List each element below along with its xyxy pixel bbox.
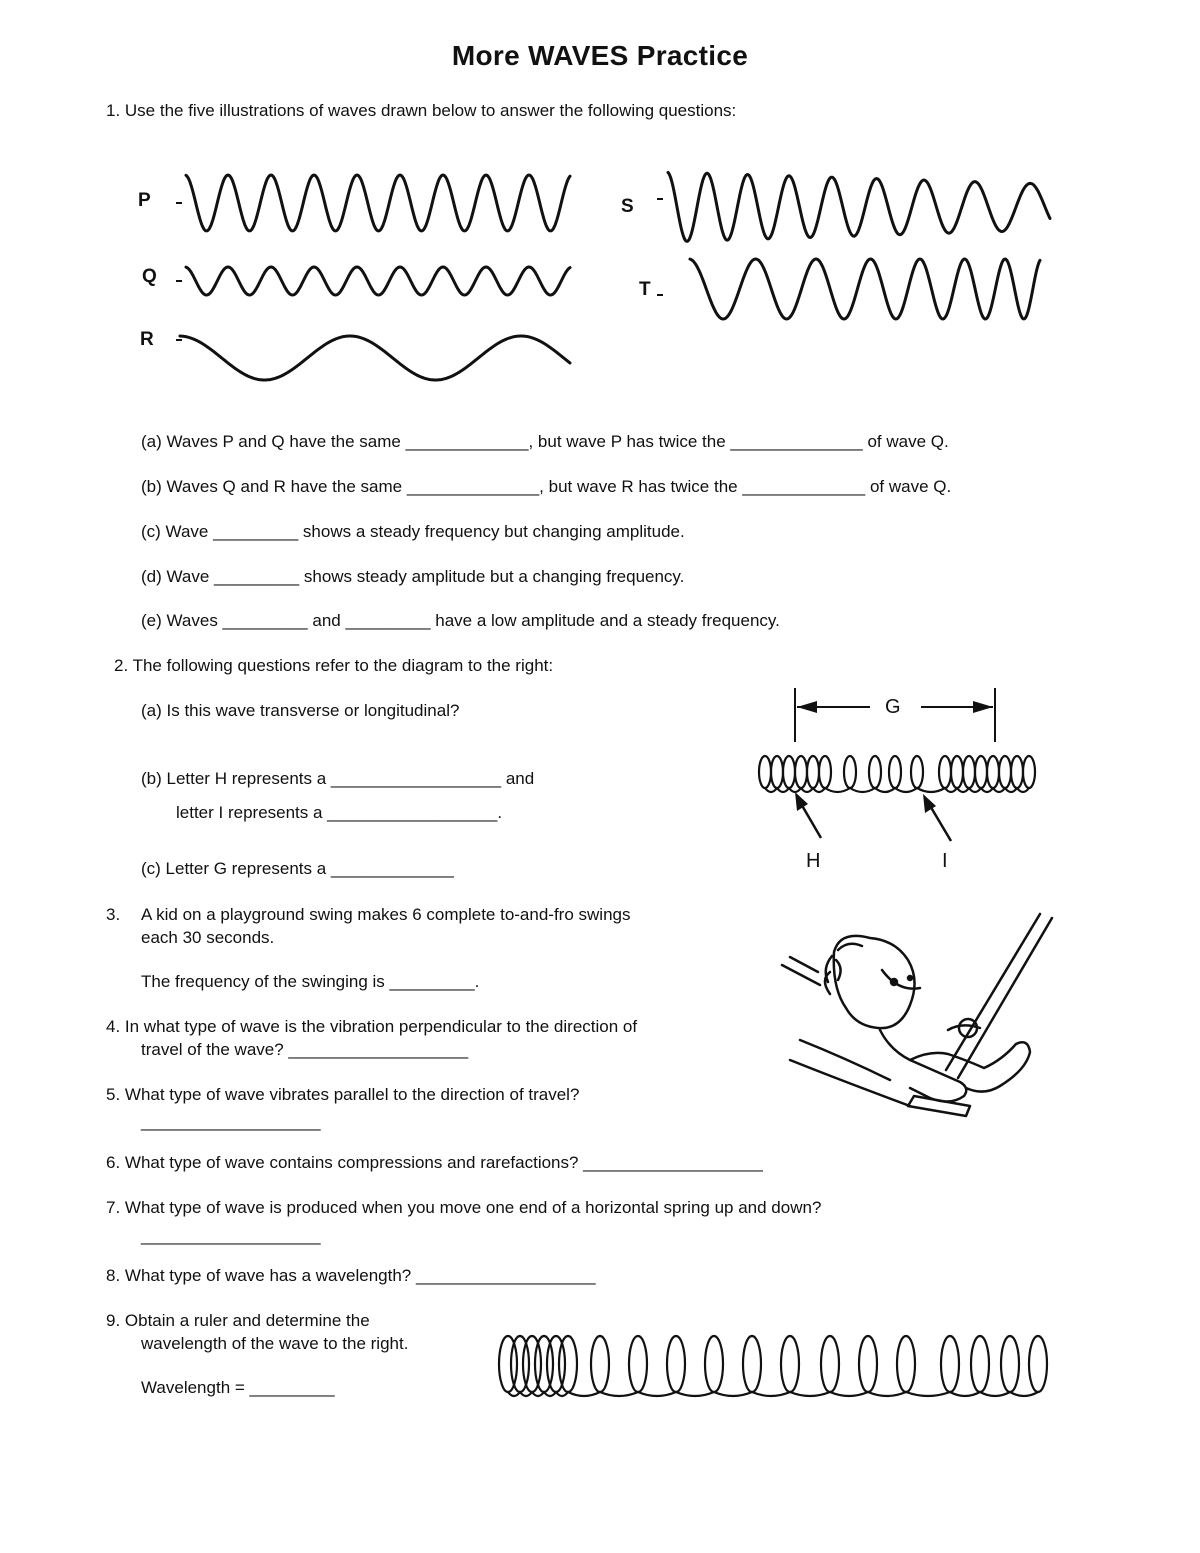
wave-t-path [690,259,1040,319]
spring-link [875,788,895,792]
spring-link [868,1392,906,1396]
q5-line2: ___________________ [141,1112,321,1131]
spring-link [830,1392,868,1396]
wave-label-r: R [140,329,154,350]
spring-link [714,1392,752,1396]
longitudinal-wave-diagram [745,680,1065,880]
spring-coil [971,1336,989,1392]
spring-coil [771,756,783,788]
spring-coil [889,756,901,788]
spring-coil [743,1336,761,1392]
spring-link [600,1392,638,1396]
spring-link [676,1392,714,1396]
spring-coil [897,1336,915,1392]
q1b: (b) Waves Q and R have the same ______________, but wave R has twice the _____________ of wave Q. [141,477,952,496]
spring-link [917,788,945,792]
spring-coil [987,756,999,788]
q4-line2: travel of the wave? ___________________ [141,1040,469,1059]
spring-link [825,788,850,792]
wave-s-path [668,172,1050,241]
spring-coil [795,756,807,788]
spring-link [906,1392,950,1396]
spring-coil [999,756,1011,788]
spring-coil [667,1336,685,1392]
spring-link [850,788,875,792]
q9-line2: wavelength of the wave to the right. [141,1334,409,1353]
q1e: (e) Waves _________ and _________ have a low amplitude and a steady frequency. [141,611,780,630]
spring-coil [1011,756,1023,788]
spring-coil [705,1336,723,1392]
q8-line1: 8. What type of wave has a wavelength? ___________________ [106,1266,596,1285]
spring-link [980,1392,1010,1396]
spring-coil [1023,756,1035,788]
diagram-label-h: H [806,850,821,872]
wave-illustrations [0,0,1200,400]
spring-coil [759,756,771,788]
q2c: (c) Letter G represents a _____________ [141,859,454,878]
spring-coil [807,756,819,788]
wave-label-p: P [138,190,151,211]
q2a: (a) Is this wave transverse or longitudinal? [141,701,460,720]
q9-spring-coils [499,1336,1047,1396]
wave-r-path [180,336,570,380]
diagram-label-g: G [885,696,901,718]
q1d: (d) Wave _________ shows steady amplitude but a changing frequency. [141,567,685,586]
wave-p-path [186,175,570,231]
q5-line1: 5. What type of wave vibrates parallel to the direction of travel? [106,1085,580,1104]
spring-coil [939,756,951,788]
spring-coil [783,756,795,788]
spring-coil [821,1336,839,1392]
q9-spring-wave [490,1320,1070,1420]
q4-line1: 4. In what type of wave is the vibration perpendicular to the direction of [106,1017,638,1036]
spring-coil [819,756,831,788]
q2b-line1: (b) Letter H represents a __________________ and [141,769,535,788]
spring-coil [975,756,987,788]
spring-coil [869,756,881,788]
q2b-line2: letter I represents a __________________. [176,803,503,822]
q3-line3: The frequency of the swinging is _________. [141,972,480,991]
page-title: More WAVES Practice [451,40,749,71]
spring-coil [591,1336,609,1392]
spring-coil [859,1336,877,1392]
q1-prompt: 1. Use the five illustrations of waves drawn below to answer the following questions: [106,101,737,120]
spring-link [950,1392,980,1396]
spring-coil [781,1336,799,1392]
spring-link [790,1392,830,1396]
q3-number: 3. [106,905,121,924]
q3-line1: A kid on a playground swing makes 6 complete to-and-fro swings [141,905,631,924]
wave-q-path [186,267,570,295]
wave-label-q: Q [142,266,157,287]
q1a: (a) Waves P and Q have the same _____________, but wave P has twice the ______________ of wave Q. [141,432,949,451]
swing-kid-illustration [770,910,1070,1120]
q9-line1: 9. Obtain a ruler and determine the [106,1311,370,1330]
spring-coil [629,1336,647,1392]
spring-link [1010,1392,1038,1396]
spring-coil [1029,1336,1047,1392]
q9-line3: Wavelength = _________ [141,1378,335,1397]
q2-prompt: 2. The following questions refer to the diagram to the right: [114,656,554,675]
spring-coil [1001,1336,1019,1392]
q6-line1: 6. What type of wave contains compressions and rarefactions? ___________________ [106,1153,763,1172]
spring-coil [963,756,975,788]
wave-label-s: S [621,196,634,217]
spring-coil [941,1336,959,1392]
spring-link [895,788,917,792]
q1c: (c) Wave _________ shows a steady frequency but changing amplitude. [141,522,685,541]
spring-coil [951,756,963,788]
diagram-label-i: I [942,850,948,872]
q7-line2: ___________________ [141,1226,321,1245]
spring-link [568,1392,600,1396]
spring-coils [759,756,1035,792]
spring-coil [911,756,923,788]
spring-coil [559,1336,577,1392]
q7-line1: 7. What type of wave is produced when you move one end of a horizontal spring up and down? [106,1198,822,1217]
wave-label-t: T [639,279,651,300]
spring-link [638,1392,676,1396]
spring-coil [844,756,856,788]
spring-link [752,1392,790,1396]
q3-line2: each 30 seconds. [141,928,275,947]
